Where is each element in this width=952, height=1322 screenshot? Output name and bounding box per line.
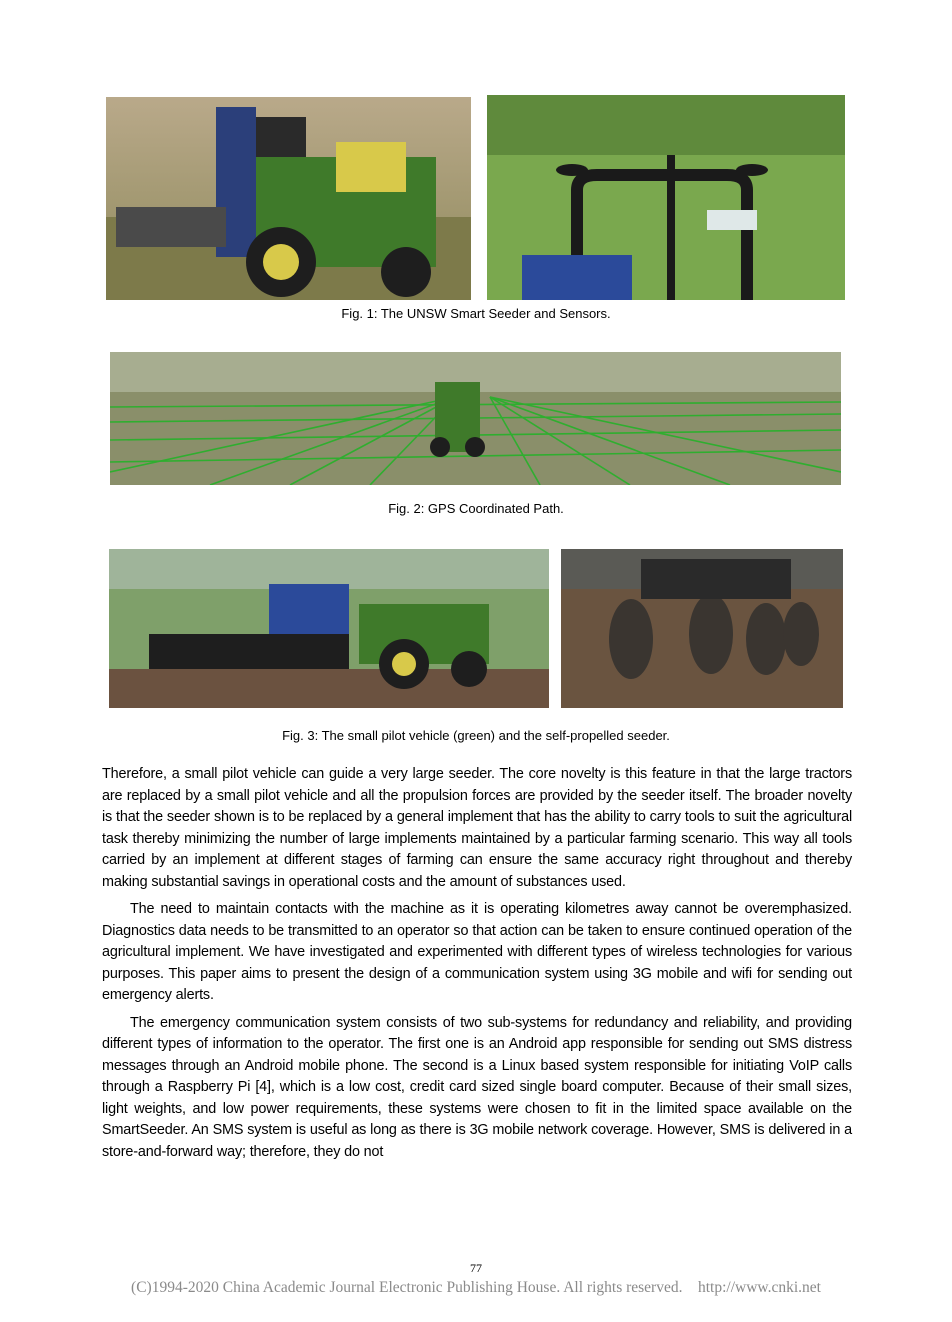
body-text	[102, 764, 852, 1163]
paragraph-2: The need to maintain contacts with the machine as it is operating kilometres away cannot be overemphasized. Diagnostics data needs to be transmitted to an operator so that action can be taken to ensure continued operation of the agricultural implement. We have investigated and experimented with different types of wireless technologies for various purposes. This paper aims to present the design of a communication system using 3G mobile and wifi for sending out emergency alerts.	[102, 901, 852, 1003]
fig2-caption: Fig. 2: GPS Coordinated Path.	[388, 501, 564, 516]
fig3-photo-pilot-vehicle	[109, 549, 549, 708]
fig1-photo-sensors	[487, 95, 845, 300]
paragraph-3: The emergency communication system consists of two sub-systems for redundancy and reliability, and providing different types of information to the operator. The first one is an Android app responsible for sending out SMS distress messages through an Android mobile phone. The second is a Linux based system responsible for initiating VoIP calls through a Raspberry Pi [4], which is a low cost, credit card sized single board computer. Because of their small sizes, light weights, and low power requirements, these systems were chosen to fit in the limited space available on the SmartSeeder. An SMS system is useful as long as there is 3G mobile network coverage. However, SMS is delivered in a store-and-forward way; therefore, they do not	[102, 1014, 852, 1160]
page-number: 77	[470, 1261, 482, 1275]
fig1-caption: Fig. 1: The UNSW Smart Seeder and Sensors.	[341, 306, 611, 321]
fig1-photo-seeder	[106, 97, 471, 300]
fig3-caption: Fig. 3: The small pilot vehicle (green) and the self-propelled seeder.	[282, 728, 670, 743]
fig2-photo-gps-path	[110, 352, 841, 485]
fig3-photo-seeder-discs	[561, 549, 843, 708]
copyright-footer: (C)1994-2020 China Academic Journal Electronic Publishing House. All rights reserved. http://www.cnki.net	[131, 1279, 821, 1296]
paragraph-1: Therefore, a small pilot vehicle can guide a very large seeder. The core novelty is this feature in that the large tractors are replaced by a small pilot vehicle and all the propulsion forces are provided by the seeder itself. The broader novelty is that the seeder shown is to be replaced by a general implement that has the ability to carry tools to suit the agricultural task thereby minimizing the number of large implements maintained by a particular farming scenario. This way all tools carried by an implement at different stages of farming can ensure the same accuracy right throughout and thereby making substantial savings in operational costs and the amount of substances used.	[102, 766, 852, 890]
